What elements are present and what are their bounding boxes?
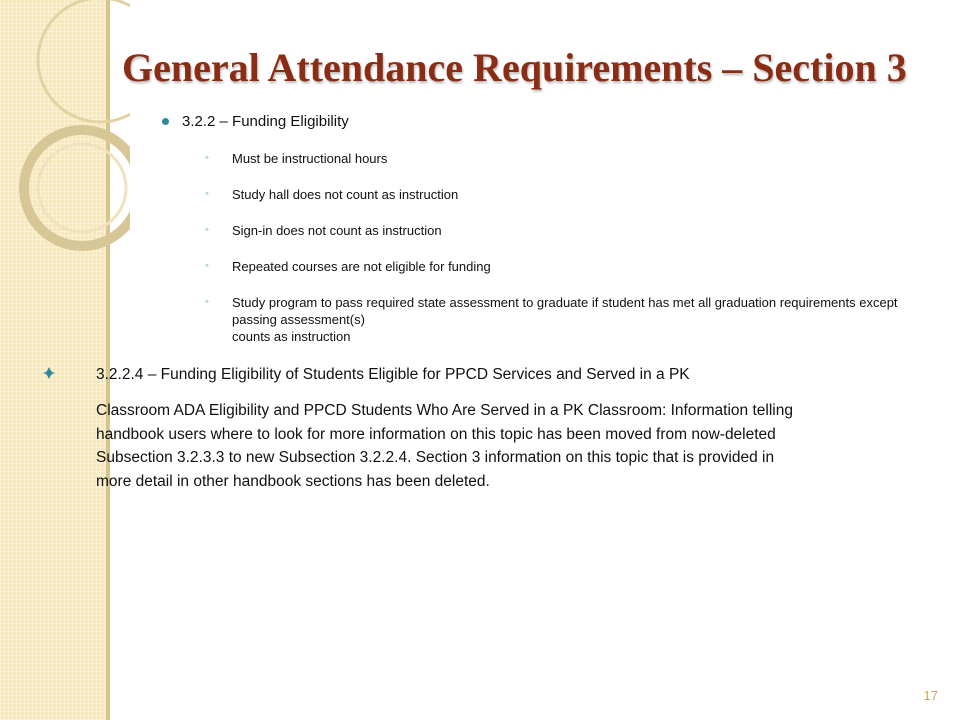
sub-item-text: Sign-in does not count as instruction	[232, 223, 442, 238]
ring-bullet-icon: ◦	[205, 188, 209, 200]
ring-bullet-icon: ◦	[205, 152, 209, 164]
sub-list	[160, 150, 920, 345]
large-circle-ring	[38, 0, 130, 122]
sub-item-text: Must be instructional hours	[232, 151, 388, 166]
sub-list-item	[160, 258, 920, 278]
sub-list-item	[160, 222, 920, 242]
bottom-inner-circle-ring	[38, 144, 126, 232]
diamond-bullet-icon	[42, 366, 56, 380]
sub-item-continuation: counts as instruction	[232, 329, 351, 344]
ring-bullet-icon: ◦	[205, 224, 209, 236]
bullet-label: 3.2.2 – Funding Eligibility	[182, 113, 349, 130]
bullet-funding-eligibility	[160, 112, 920, 136]
ring-bullet-icon: ◦	[205, 296, 209, 308]
sub-item-text: Study program to pass required state assessment to graduate if student has met all graduation requirements except passing assessment(s)	[232, 295, 898, 327]
slide-content	[96, 112, 920, 493]
bottom-circle-ring	[24, 130, 130, 246]
diamond-bullet-label: 3.2.2.4 – Funding Eligibility of Students Eligible for PPCD Services and Served in a PK	[96, 366, 690, 383]
page-number: 17	[923, 688, 938, 703]
decorative-circles	[0, 0, 130, 300]
ring-bullet-icon: ◦	[205, 260, 209, 272]
section-paragraph: Classroom ADA Eligibility and PPCD Students Who Are Served in a PK Classroom: Information telling handbook users where to look for more information on this topic has been moved from now-deleted Subsection 3.2.3.3 to new Subsection 3.2.2.4. Section 3 information on this topic that is provided in more detail in other handbook sections has been deleted.	[96, 402, 793, 490]
sub-list-item	[160, 294, 920, 345]
bullet-dot-icon	[162, 118, 169, 125]
sub-item-text: Repeated courses are not eligible for funding	[232, 259, 491, 274]
sub-list-item	[160, 150, 920, 170]
section-3224	[12, 365, 912, 493]
sub-list-item	[160, 186, 920, 206]
diamond-bullet-item	[12, 365, 896, 385]
slide-title: General Attendance Requirements – Section 3	[122, 45, 907, 90]
sub-item-text: Study hall does not count as instruction	[232, 187, 459, 202]
